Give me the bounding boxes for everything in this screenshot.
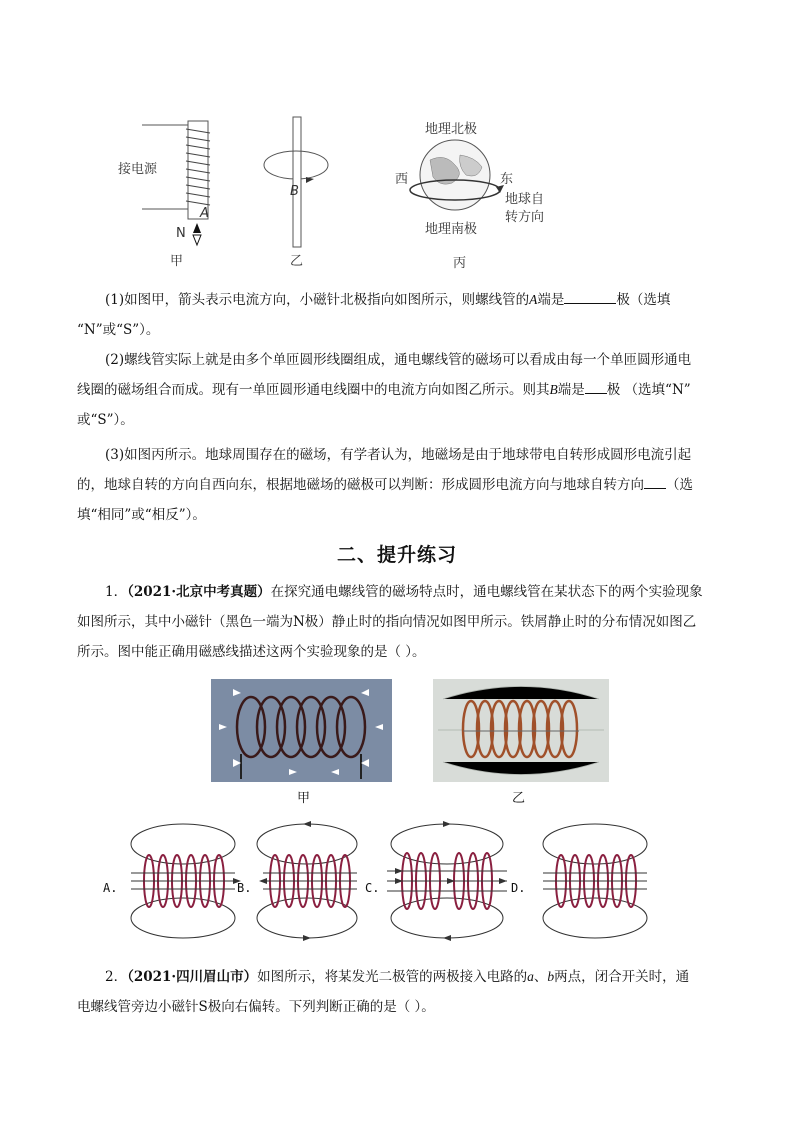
answer-blank[interactable] [644,474,666,489]
question-1-part-2 [77,345,717,435]
west-label: 西 [395,172,409,187]
problem-2-var-b: b [547,969,555,984]
option-c-label: C. [365,881,380,895]
q1-line-2: “N”或“S”）。 [77,322,160,338]
problem-2-text-2: 电螺线管旁边小磁针S极向右偏转。下列判断正确的是（ ）。 [77,999,435,1015]
rotation-label-2: 转方向 [505,210,545,225]
east-label: 东 [500,172,514,187]
north-pole-label: 地理北极 [425,122,478,137]
figure-solenoid-loop-earth [100,105,570,275]
q1-var-a: A [529,292,538,307]
photo-jia-caption: 甲 [297,791,311,806]
field-arrow-icon [303,821,311,827]
q3-text-a: 的，地球自转的方向自西向东，根据地磁场的磁极可以判断：形成圆形电流方向与地球自转方向 [77,477,644,493]
q1-text-a: (1)如图甲，箭头表示电流方向，小磁针北极指向如图所示，则螺线管的 [105,292,530,308]
problem-1-source: （2021·北京中考真题） [127,584,271,600]
option-a-label: A. [103,881,118,895]
photo-jia-compasses [211,679,392,782]
problem-1 [77,577,717,667]
figure-jia-power-label: 接电源 [118,162,158,177]
photo-yi-caption: 乙 [512,791,526,806]
q2-text-c: 极 （选填“N” [606,382,691,398]
photo-yi-iron-filings [433,679,609,782]
figure-jia-n-label: N [176,226,186,241]
problem-2-var-a: a [527,969,534,984]
section-title: 二、提升练习 [336,544,457,566]
q2-text-b: 端是 [557,382,585,398]
question-1-part-3 [77,440,717,530]
q1-text-b: 端是 [537,292,565,308]
q3-text-b: （选 [666,477,693,493]
q2-text-a: 线圈的磁场组合而成。现有一单匝圆形通电线圈中的电流方向如图乙所示。则其 [77,382,550,398]
q2-var-b: B [549,382,558,397]
south-pole-label: 地理南极 [425,222,478,237]
option-c[interactable] [365,821,507,941]
compass-needle-icon [193,223,201,233]
figure-yi-caption: 乙 [290,254,304,269]
figure-bing [395,121,544,271]
problem-2-sep: 、 [533,969,548,985]
option-b-label: B. [237,881,252,895]
figure-bing-caption: 丙 [453,256,467,271]
figure-jia-a-label: A [200,206,209,221]
problem-1-text-1: 在探究通电螺线管的磁场特点时，通电螺线管在某状态下的两个实验现象 [270,584,703,600]
answer-blank[interactable] [564,289,616,304]
option-d-label: D. [511,881,526,895]
problem-2-text-b: 两点，闭合开关时，通 [554,969,690,985]
problem-2 [77,962,717,1022]
problem-1-number: 1． [105,584,128,600]
problem-1-text-2: 如图所示，其中小磁针（黑色一端为N极）静止时的指向情况如图甲所示。铁屑静止时的分布情况如图乙 [77,614,697,630]
problem-2-text-a: 如图所示，将某发光二极管的两极接入电路的 [257,969,528,985]
problem-2-source: （2021·四川眉山市） [127,969,258,985]
answer-options-figure [95,818,675,946]
q1-text-c: 极（选填 [616,292,671,308]
question-1-part-1 [77,285,717,345]
q2-line-3: 或“S”）。 [77,412,134,428]
option-d[interactable] [511,824,647,938]
q2-line-1: (2)螺线管实际上就是由多个单匝圆形线圈组成，通电螺线管的磁场可以看成由每一个单匝圆形通电 [105,352,692,368]
rotation-label-1: 地球自 [505,192,545,207]
option-b[interactable] [237,821,357,941]
answer-blank[interactable] [585,379,607,394]
figure-yi-b-label: B [290,184,299,199]
q3-line-1: (3)如图丙所示。地球周围存在的磁场，有学者认为，地磁场是由于地球带电自转形成圆形电流引起 [105,447,692,463]
problem-2-number: 2． [105,969,128,985]
figure-yi [264,117,328,269]
q3-line-3: 填“相同”或“相反”）。 [77,507,206,523]
figure-jia [118,121,210,269]
figure-jia-caption: 甲 [170,254,184,269]
problem-1-text-3: 所示。图中能正确用磁感线描述这两个实验现象的是（ ）。 [77,644,426,660]
option-a[interactable] [103,824,241,938]
